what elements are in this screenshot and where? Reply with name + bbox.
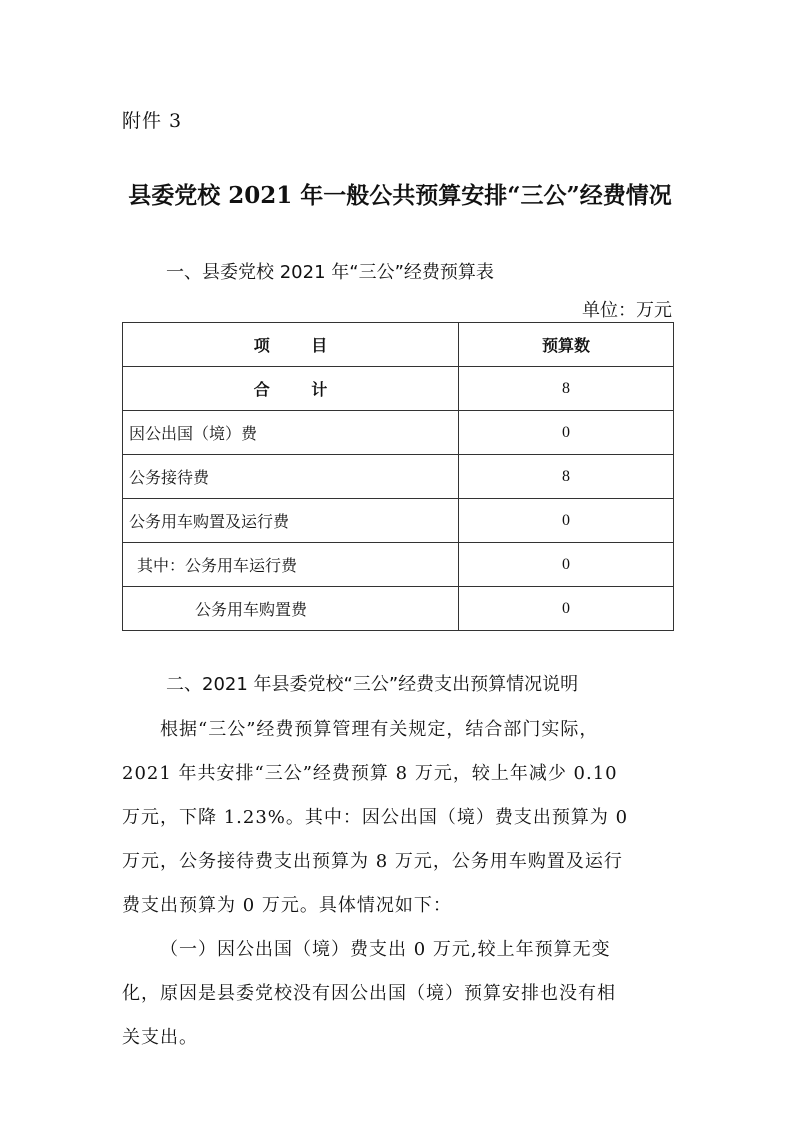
header-value: 预算数 xyxy=(458,323,673,367)
row-value: 8 xyxy=(458,455,673,499)
row-item: 公务接待费 xyxy=(123,455,459,499)
paragraph1-line: 2021 年共安排“三公”经费预算 8 万元，较上年减少 0.10 xyxy=(122,763,618,784)
section2-heading: 二、2021 年县委党校“三公”经费支出预算情况说明 xyxy=(166,674,579,695)
table-row xyxy=(123,587,674,631)
row-value: 0 xyxy=(458,543,673,587)
paragraph2-line: 关支出。 xyxy=(122,1027,198,1048)
row-item: 合 计 xyxy=(123,367,459,411)
row-value: 0 xyxy=(458,499,673,543)
table-row xyxy=(123,499,674,543)
unit-label: 单位：万元 xyxy=(582,300,672,321)
row-value: 8 xyxy=(458,367,673,411)
table-header-row xyxy=(123,323,674,367)
table-row-total xyxy=(123,367,674,411)
paragraph2-line: 化，原因是县委党校没有因公出国（境）预算安排也没有相 xyxy=(122,983,616,1004)
header-item: 项 目 xyxy=(123,323,459,367)
attachment-label: 附件 3 xyxy=(122,110,183,132)
budget-table xyxy=(122,322,674,631)
document-title: 县委党校 2021 年一般公共预算安排“三公”经费情况 xyxy=(128,182,672,209)
row-item: 其中：公务用车运行费 xyxy=(123,543,459,587)
row-item: 因公出国（境）费 xyxy=(123,411,459,455)
row-value: 0 xyxy=(458,411,673,455)
row-value: 0 xyxy=(458,587,673,631)
section1-heading: 一、县委党校 2021 年“三公”经费预算表 xyxy=(166,262,494,283)
row-item: 公务用车购置及运行费 xyxy=(123,499,459,543)
paragraph1-line: 费支出预算为 0 万元。具体情况如下： xyxy=(122,895,452,916)
table-row xyxy=(123,455,674,499)
paragraph1-line: 万元，公务接待费支出预算为 8 万元，公务用车购置及运行 xyxy=(122,851,623,872)
table-row xyxy=(123,411,674,455)
paragraph1-line: 万元，下降 1.23%。其中：因公出国（境）费支出预算为 0 xyxy=(122,807,629,828)
row-item: 公务用车购置费 xyxy=(123,587,459,631)
table-row xyxy=(123,543,674,587)
paragraph1-line: 根据“三公”经费预算管理有关规定，结合部门实际， xyxy=(160,719,599,740)
paragraph2-line: （一）因公出国（境）费支出 0 万元,较上年预算无变 xyxy=(160,939,611,960)
